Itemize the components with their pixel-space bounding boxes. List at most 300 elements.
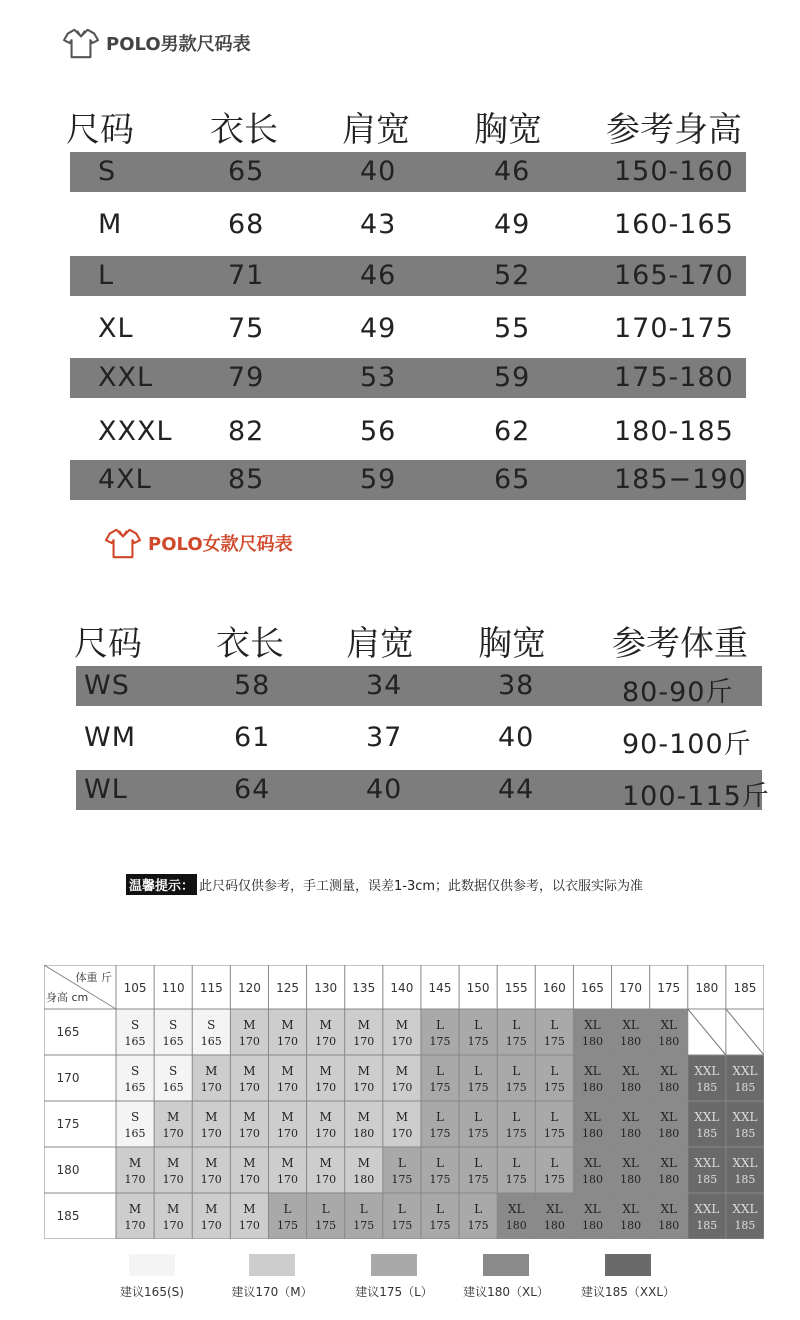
- matrix-cell-height: 180: [620, 1081, 642, 1094]
- matrix-cell-size: XXL: [732, 1202, 758, 1216]
- matrix-cell-size: M: [128, 1156, 142, 1170]
- matrix-cell-height: 175: [543, 1081, 565, 1094]
- women-cell: 58: [234, 670, 271, 701]
- matrix-weight-header: 170: [619, 981, 643, 995]
- matrix-cell: [497, 1193, 535, 1239]
- matrix-cell: [497, 1009, 535, 1055]
- women-cell: 64: [234, 774, 271, 805]
- matrix-cell: [650, 1009, 688, 1055]
- matrix-cell-size: L: [474, 1018, 483, 1032]
- matrix-cell-height: 175: [505, 1035, 527, 1048]
- matrix-cell-height: 175: [505, 1081, 527, 1094]
- men-header-4: 参考身高: [606, 110, 742, 150]
- matrix-cell: [192, 1147, 230, 1193]
- matrix-cell-height: 170: [238, 1081, 260, 1094]
- matrix-cell-height: 175: [505, 1127, 527, 1140]
- matrix-cell-size: XXL: [694, 1110, 720, 1124]
- matrix-cell-height: 175: [429, 1173, 451, 1186]
- men-size-chart-title: [62, 26, 251, 60]
- matrix-cell-size: L: [512, 1110, 521, 1124]
- legend-swatch: [371, 1254, 417, 1276]
- matrix-cell-height: 175: [277, 1219, 299, 1232]
- matrix-cell-height: 180: [581, 1219, 603, 1232]
- matrix-cell-size: M: [357, 1110, 370, 1124]
- matrix-cell-height: 165: [162, 1035, 184, 1048]
- matrix-weight-header: 105: [123, 981, 147, 995]
- men-header-0: 尺码: [66, 110, 134, 150]
- matrix-cell: [307, 1009, 345, 1055]
- matrix-weight-header: 125: [276, 981, 299, 995]
- matrix-cell-size: M: [319, 1110, 332, 1124]
- matrix-cell-height: 180: [505, 1219, 527, 1232]
- matrix-cell-height: 175: [391, 1219, 413, 1232]
- matrix-cell-size: L: [512, 1156, 521, 1170]
- legend-label: 建议170（M）: [231, 1285, 313, 1299]
- matrix-cell-size: M: [128, 1202, 142, 1216]
- matrix-cell-height: 165: [200, 1035, 222, 1048]
- matrix-cell-height: 170: [277, 1127, 299, 1140]
- matrix-cell: [154, 1055, 192, 1101]
- matrix-cell-size: M: [281, 1110, 294, 1124]
- matrix-weight-header: 160: [542, 981, 566, 995]
- matrix-cell: [268, 1193, 306, 1239]
- matrix-cell: [612, 1055, 650, 1101]
- legend-swatch: [483, 1254, 529, 1276]
- matrix-cell-size: XL: [660, 1202, 677, 1216]
- matrix-corner-height-label: 身高 cm: [46, 991, 89, 1004]
- matrix-height-header: 175: [56, 1117, 80, 1131]
- matrix-cell-height: 170: [315, 1081, 337, 1094]
- matrix-weight-header: 155: [504, 981, 528, 995]
- matrix-cell-size: M: [319, 1156, 332, 1170]
- matrix-cell: [573, 1193, 611, 1239]
- matrix-cell-height: 175: [429, 1219, 451, 1232]
- legend-label: 建议185（XXL）: [580, 1285, 676, 1299]
- matrix-cell-size: L: [474, 1110, 483, 1124]
- matrix-cell-height: 170: [124, 1219, 146, 1232]
- matrix-cell-height: 170: [238, 1127, 260, 1140]
- legend-swatch: [605, 1254, 651, 1276]
- matrix-height-header: 185: [56, 1209, 80, 1223]
- women-cell: WM: [84, 722, 136, 753]
- men-cell: 49: [494, 209, 531, 240]
- matrix-cell: [535, 1055, 573, 1101]
- matrix-cell: [268, 1147, 306, 1193]
- men-title-text: POLO男款尺码表: [106, 34, 251, 55]
- matrix-cell-size: M: [167, 1156, 180, 1170]
- matrix-cell-size: L: [283, 1202, 292, 1216]
- matrix-weight-header: 135: [352, 981, 376, 995]
- matrix-cell-height: 175: [429, 1127, 451, 1140]
- matrix-cell-size: M: [319, 1064, 332, 1078]
- matrix-cell-size: XXL: [732, 1156, 758, 1170]
- matrix-cell: [383, 1009, 421, 1055]
- men-cell: 165-170: [614, 260, 734, 291]
- matrix-cell-size: M: [205, 1202, 218, 1216]
- matrix-cell: [116, 1055, 154, 1101]
- men-cell: 185−190: [614, 464, 747, 495]
- men-cell: 79: [228, 362, 265, 393]
- matrix-cell-height: 180: [620, 1219, 642, 1232]
- women-cell: 80-90斤: [622, 677, 734, 708]
- men-header-1: 衣长: [210, 110, 278, 150]
- matrix-cell-size: M: [319, 1018, 332, 1032]
- men-cell: 53: [360, 362, 397, 393]
- matrix-cell-size: XL: [584, 1110, 601, 1124]
- matrix-cell: [154, 1009, 192, 1055]
- matrix-cell-height: 185: [696, 1127, 718, 1140]
- matrix-cell-size: XL: [507, 1202, 525, 1216]
- matrix-cell: [535, 1193, 573, 1239]
- height-weight-size-matrix: [44, 965, 764, 1239]
- matrix-weight-header: 175: [657, 981, 681, 995]
- matrix-cell: [421, 1009, 459, 1055]
- men-cell: 46: [494, 156, 531, 187]
- women-cell: WL: [84, 774, 128, 805]
- matrix-cell: [612, 1193, 650, 1239]
- matrix-cell: [116, 1101, 154, 1147]
- matrix-cell-height: 180: [620, 1035, 642, 1048]
- men-cell: 68: [228, 209, 265, 240]
- matrix-cell-height: 175: [543, 1173, 565, 1186]
- matrix-cell-height: 175: [467, 1127, 489, 1140]
- matrix-cell-height: 175: [505, 1173, 527, 1186]
- matrix-cell-height: 170: [353, 1035, 375, 1048]
- matrix-cell: [726, 1147, 764, 1193]
- matrix-cell-height: 180: [581, 1081, 603, 1094]
- matrix-cell: [345, 1055, 383, 1101]
- men-cell: 49: [360, 313, 397, 344]
- matrix-cell-size: L: [550, 1018, 559, 1032]
- men-cell: 4XL: [98, 464, 152, 495]
- matrix-weight-header: 165: [581, 981, 604, 995]
- matrix-cell: [535, 1101, 573, 1147]
- matrix-cell-height: 180: [581, 1127, 603, 1140]
- matrix-cell: [230, 1101, 268, 1147]
- matrix-cell: [383, 1101, 421, 1147]
- men-cell: S: [98, 156, 117, 187]
- men-cell: 65: [228, 156, 265, 187]
- matrix-cell-height: 185: [734, 1173, 756, 1186]
- matrix-cell: [459, 1193, 497, 1239]
- matrix-cell: [116, 1009, 154, 1055]
- matrix-cell-height: 175: [467, 1081, 489, 1094]
- matrix-cell: [459, 1009, 497, 1055]
- legend-item: [212, 1254, 332, 1300]
- matrix-cell: [383, 1147, 421, 1193]
- matrix-cell-height: 185: [734, 1127, 756, 1140]
- matrix-cell: [268, 1101, 306, 1147]
- matrix-weight-header: 185: [733, 981, 757, 995]
- matrix-cell-height: 170: [200, 1127, 222, 1140]
- size-matrix-svg: [44, 965, 764, 1239]
- men-cell: 160-165: [614, 209, 734, 240]
- matrix-cell-size: M: [205, 1064, 218, 1078]
- matrix-cell: [421, 1147, 459, 1193]
- women-cell: WS: [84, 670, 130, 701]
- women-header-2: 肩宽: [346, 624, 414, 664]
- matrix-cell-size: L: [474, 1202, 483, 1216]
- women-cell: 38: [498, 670, 535, 701]
- women-size-chart-title: [104, 526, 293, 560]
- matrix-cell: [497, 1101, 535, 1147]
- matrix-cell-size: M: [357, 1018, 370, 1032]
- matrix-cell-height: 175: [429, 1035, 451, 1048]
- men-cell: 62: [494, 416, 531, 447]
- matrix-cell-size: L: [436, 1110, 444, 1124]
- matrix-cell: [650, 1147, 688, 1193]
- polo-shirt-icon: [62, 26, 100, 60]
- matrix-cell-size: XL: [622, 1110, 639, 1124]
- matrix-cell-height: 180: [620, 1127, 642, 1140]
- matrix-cell: [612, 1009, 650, 1055]
- men-cell: XXL: [98, 362, 154, 393]
- matrix-weight-header: 130: [314, 981, 338, 995]
- matrix-cell-height: 185: [696, 1081, 718, 1094]
- matrix-cell: [421, 1101, 459, 1147]
- matrix-cell-size: XL: [584, 1202, 601, 1216]
- matrix-cell-size: XL: [660, 1018, 677, 1032]
- matrix-cell-size: XL: [622, 1156, 639, 1170]
- women-header-1: 衣长: [216, 624, 284, 664]
- matrix-cell: [230, 1193, 268, 1239]
- matrix-cell-size: L: [474, 1156, 483, 1170]
- matrix-cell-size: M: [395, 1018, 409, 1032]
- matrix-cell-size: XL: [660, 1064, 677, 1078]
- matrix-cell: [573, 1147, 611, 1193]
- matrix-cell-height: 165: [124, 1035, 146, 1048]
- tip-text: 此尺码仅供参考，手工测量，误差1-3cm；此数据仅供参考，以衣服实际为准: [199, 879, 644, 894]
- matrix-cell-height: 180: [353, 1173, 375, 1186]
- matrix-cell: [345, 1193, 383, 1239]
- matrix-cell-height: 170: [391, 1127, 413, 1140]
- matrix-cell-height: 170: [200, 1173, 222, 1186]
- matrix-cell-height: 180: [543, 1219, 565, 1232]
- matrix-cell-size: S: [130, 1110, 140, 1124]
- matrix-cell-height: 170: [238, 1173, 260, 1186]
- legend-label: 建议180（XL）: [463, 1285, 549, 1299]
- matrix-cell: [573, 1009, 611, 1055]
- matrix-cell-size: M: [167, 1202, 180, 1216]
- matrix-weight-header: 115: [199, 981, 223, 995]
- matrix-cell-size: L: [321, 1202, 330, 1216]
- matrix-cell: [192, 1009, 230, 1055]
- women-cell: 44: [498, 774, 535, 805]
- matrix-cell-height: 175: [429, 1081, 451, 1094]
- matrix-cell-height: 170: [277, 1035, 299, 1048]
- men-cell: 56: [360, 416, 397, 447]
- matrix-cell-size: S: [169, 1018, 178, 1032]
- matrix-cell-height: 170: [277, 1081, 299, 1094]
- matrix-cell: [650, 1193, 688, 1239]
- matrix-cell: [307, 1193, 345, 1239]
- matrix-cell-size: M: [281, 1156, 294, 1170]
- men-cell: 175-180: [614, 362, 734, 393]
- matrix-cell: [573, 1101, 611, 1147]
- matrix-cell-height: 170: [391, 1035, 413, 1048]
- matrix-cell: [307, 1055, 345, 1101]
- matrix-cell-height: 180: [581, 1173, 603, 1186]
- matrix-cell-size: XXL: [694, 1202, 720, 1216]
- matrix-cell: [268, 1055, 306, 1101]
- matrix-cell-size: L: [436, 1156, 444, 1170]
- matrix-cell-size: L: [397, 1156, 406, 1170]
- legend-item: [92, 1254, 212, 1300]
- women-cell: 37: [366, 722, 403, 753]
- men-cell: 40: [360, 156, 397, 187]
- matrix-cell-height: 170: [315, 1127, 337, 1140]
- matrix-cell-size: M: [243, 1202, 256, 1216]
- matrix-cell-height: 165: [124, 1127, 146, 1140]
- matrix-cell-size: L: [550, 1110, 559, 1124]
- matrix-cell-height: 180: [658, 1173, 680, 1186]
- matrix-cell: [154, 1193, 192, 1239]
- matrix-cell-size: XL: [584, 1018, 601, 1032]
- matrix-cell: [192, 1055, 230, 1101]
- women-header-4: 参考体重: [612, 624, 748, 664]
- matrix-cell-height: 185: [696, 1173, 718, 1186]
- matrix-cell: [345, 1147, 383, 1193]
- matrix-cell: [650, 1055, 688, 1101]
- polo-shirt-icon: [104, 526, 142, 560]
- matrix-cell-height: 170: [315, 1173, 337, 1186]
- matrix-cell-size: L: [550, 1064, 559, 1078]
- women-cell: 34: [366, 670, 403, 701]
- matrix-cell: [688, 1101, 726, 1147]
- matrix-cell-size: M: [357, 1156, 370, 1170]
- men-cell: L: [98, 260, 115, 291]
- matrix-cell-size: XL: [584, 1156, 601, 1170]
- matrix-cell: [459, 1101, 497, 1147]
- matrix-cell: [154, 1147, 192, 1193]
- matrix-cell-height: 175: [543, 1035, 565, 1048]
- matrix-cell-height: 170: [277, 1173, 299, 1186]
- matrix-cell-size: M: [167, 1110, 180, 1124]
- matrix-cell-height: 170: [162, 1219, 184, 1232]
- matrix-cell-height: 180: [581, 1035, 603, 1048]
- matrix-cell-size: M: [243, 1018, 256, 1032]
- matrix-weight-header: 140: [390, 981, 414, 995]
- matrix-cell-size: XL: [622, 1064, 639, 1078]
- matrix-cell-height: 170: [162, 1127, 184, 1140]
- matrix-cell-size: M: [395, 1110, 409, 1124]
- men-cell: 52: [494, 260, 531, 291]
- matrix-cell-size: S: [169, 1064, 178, 1078]
- men-cell: 71: [228, 260, 265, 291]
- matrix-cell-size: M: [281, 1018, 294, 1032]
- matrix-cell: [421, 1055, 459, 1101]
- matrix-cell-size: L: [359, 1202, 368, 1216]
- matrix-cell-height: 165: [162, 1081, 184, 1094]
- matrix-cell-height: 170: [162, 1173, 184, 1186]
- matrix-weight-header: 150: [466, 981, 490, 995]
- matrix-cell-size: XL: [546, 1202, 563, 1216]
- matrix-cell: [497, 1147, 535, 1193]
- matrix-cell: [497, 1055, 535, 1101]
- matrix-cell-height: 170: [238, 1035, 260, 1048]
- legend-swatch: [249, 1254, 295, 1276]
- matrix-cell: [345, 1101, 383, 1147]
- women-cell: 40: [366, 774, 403, 805]
- matrix-height-header: 180: [56, 1163, 80, 1177]
- men-header-3: 胸宽: [474, 110, 542, 150]
- size-legend: [0, 1254, 800, 1304]
- matrix-cell: [573, 1055, 611, 1101]
- matrix-cell-size: M: [243, 1064, 256, 1078]
- men-cell: M: [98, 209, 123, 240]
- matrix-cell-size: L: [512, 1064, 521, 1078]
- legend-item: [334, 1254, 454, 1300]
- matrix-cell: [726, 1055, 764, 1101]
- matrix-cell-size: XXL: [694, 1064, 720, 1078]
- matrix-cell-height: 185: [734, 1081, 756, 1094]
- matrix-cell-size: S: [207, 1018, 216, 1032]
- matrix-cell-size: S: [130, 1064, 140, 1078]
- matrix-weight-header: 145: [428, 981, 452, 995]
- matrix-cell-size: S: [130, 1018, 140, 1032]
- men-cell: 59: [360, 464, 397, 495]
- legend-label: 建议165(S): [120, 1285, 184, 1299]
- women-cell: 61: [234, 722, 271, 753]
- matrix-cell-height: 175: [467, 1035, 489, 1048]
- matrix-cell: [192, 1101, 230, 1147]
- matrix-cell-height: 180: [658, 1127, 680, 1140]
- women-header-0: 尺码: [74, 624, 142, 664]
- matrix-cell: [230, 1055, 268, 1101]
- matrix-cell-size: L: [550, 1156, 559, 1170]
- matrix-cell-size: L: [512, 1018, 521, 1032]
- men-cell: 82: [228, 416, 265, 447]
- matrix-cell: [154, 1101, 192, 1147]
- matrix-cell-size: XL: [584, 1064, 601, 1078]
- matrix-cell-height: 175: [315, 1219, 337, 1232]
- matrix-cell: [650, 1101, 688, 1147]
- matrix-cell: [459, 1055, 497, 1101]
- matrix-height-header: 165: [56, 1025, 80, 1039]
- matrix-cell: [535, 1009, 573, 1055]
- matrix-cell: [116, 1147, 154, 1193]
- legend-item: [568, 1254, 688, 1300]
- matrix-cell: [230, 1147, 268, 1193]
- matrix-cell-size: XL: [622, 1018, 639, 1032]
- men-cell: 180-185: [614, 416, 734, 447]
- matrix-cell: [383, 1055, 421, 1101]
- matrix-cell-size: L: [436, 1018, 444, 1032]
- matrix-cell-height: 185: [734, 1219, 756, 1232]
- matrix-cell: [230, 1009, 268, 1055]
- men-cell: 170-175: [614, 313, 734, 344]
- matrix-cell-height: 180: [658, 1035, 680, 1048]
- matrix-cell-height: 165: [124, 1081, 146, 1094]
- matrix-cell-height: 170: [124, 1173, 146, 1186]
- matrix-cell-height: 180: [353, 1127, 375, 1140]
- matrix-weight-header: 110: [161, 981, 185, 995]
- matrix-cell: [688, 1193, 726, 1239]
- matrix-height-header: 170: [56, 1071, 80, 1085]
- matrix-cell: [192, 1193, 230, 1239]
- matrix-cell-size: M: [357, 1064, 370, 1078]
- women-title-text: POLO女款尺码表: [148, 534, 293, 555]
- men-cell: 65: [494, 464, 531, 495]
- men-cell: XL: [98, 313, 134, 344]
- legend-swatch: [129, 1254, 175, 1276]
- matrix-cell: [535, 1147, 573, 1193]
- matrix-cell-size: M: [205, 1156, 218, 1170]
- matrix-cell-height: 170: [315, 1035, 337, 1048]
- men-cell: 150-160: [614, 156, 734, 187]
- matrix-cell-height: 170: [391, 1081, 413, 1094]
- men-cell: 59: [494, 362, 531, 393]
